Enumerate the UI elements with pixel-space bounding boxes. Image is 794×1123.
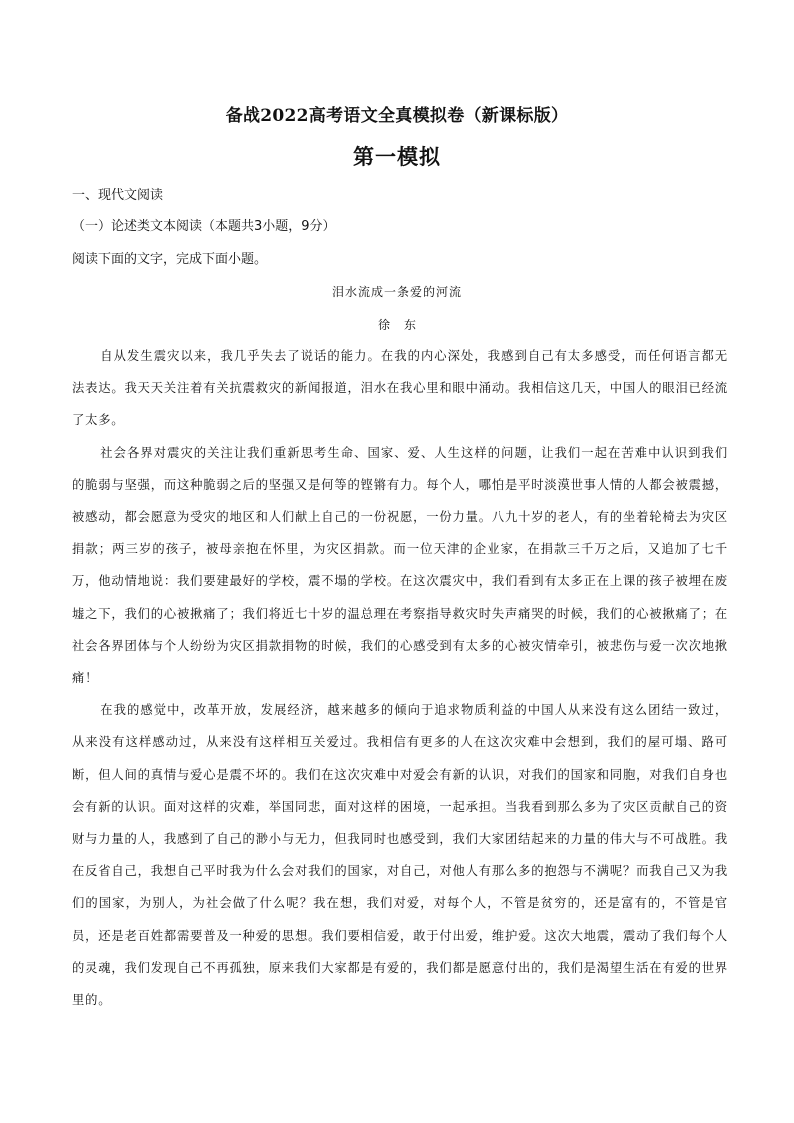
- article-author: 徐东: [377, 318, 430, 332]
- document-subtitle: 第一模拟: [353, 145, 441, 169]
- reading-instruction: 阅读下面的文字，完成下面小题。: [72, 252, 268, 267]
- article-paragraph: 在我的感觉中，改革开放，发展经济，越来越多的倾向于追求物质利益的中国人从来没有这么团结一致过，从来没有这样感动过，从来没有这样相互关爱过。我相信有更多的人在这次灾难中会想到，我们的屋可塌、路可断，但人间的真情与爱心是震不坏的。我们在这次灾难中对爱会有新的认识，对我们的国家和同胞，对我们自身也会有新的认识。面对这样的灾难，举国同悲，面对这样的困境，一起承担。当我看到那么多为了灾区贡献自己的资财与力量的人，我感到了自己的渺小与无力，但我同时也感受到，我们大家团结起来的力量的伟大与不可战胜。我在反省自己，我想自己平时我为什么会对我们的国家，对自己，对他人有那么多的抱怨与不满呢？而我自己又为我们的国家，为别人，为社会做了什么呢？我在想，我们对爱，对每个人，不管是贫穷的，还是富有的，不管是官员，还是老百姓都需要普及一种爱的思想。我们要相信爱，敢于付出爱，维护爱。这次大地震，震动了我们每个人的灵魂，我们发现自己不再孤独，原来我们大家都是有爱的，我们都是愿意付出的，我们是渴望生活在有爱的世界里的。: [72, 703, 728, 1008]
- document-title: 备战2022高考语文全真模拟卷（新课标版）: [225, 106, 569, 126]
- section-heading-modern-reading: 一、现代文阅读: [72, 188, 164, 203]
- article-title: 泪水流成一条爱的河流: [331, 285, 462, 299]
- article-paragraph: 自从发生震灾以来，我几乎失去了说话的能力。在我的内心深处，我感到自己有太多感受，而任何语言都无法表达。我天天关注着有关抗震救灾的新闻报道，泪水在我心里和眼中涌动。我相信这几天，中国人的眼泪已经流了太多。: [72, 349, 728, 428]
- subsection-heading-argumentative-reading: （一）论述类文本阅读（本题共3小题，9分）: [72, 219, 336, 234]
- article-body: [72, 340, 728, 1016]
- article-paragraph: 社会各界对震灾的关注让我们重新思考生命、国家、爱、人生这样的问题，让我们一起在苦难中认识到我们的脆弱与坚强，而这种脆弱之后的坚强又是何等的铿锵有力。每个人，哪怕是平时淡漠世事人情的人都会被震撼，被感动，都会愿意为受灾的地区和人们献上自己的一份祝愿，一份力量。八九十岁的老人，有的坐着轮椅去为灾区捐款；两三岁的孩子，被母亲抱在怀里，为灾区捐款。而一位天津的企业家，在捐款三千万之后，又追加了七千万，他动情地说：我们要建最好的学校，震不塌的学校。在这次震灾中，我们看到有太多正在上课的孩子被埋在废墟之下，我们的心被揪痛了；我们将近七十岁的温总理在考察指导救灾时失声痛哭的时候，我们的心被揪痛了；在社会各界团体与个人纷纷为灾区捐款捐物的时候，我们的心感受到有太多的心被灾情牵引，被悲伤与爱一次次地揪痛！: [72, 445, 728, 686]
